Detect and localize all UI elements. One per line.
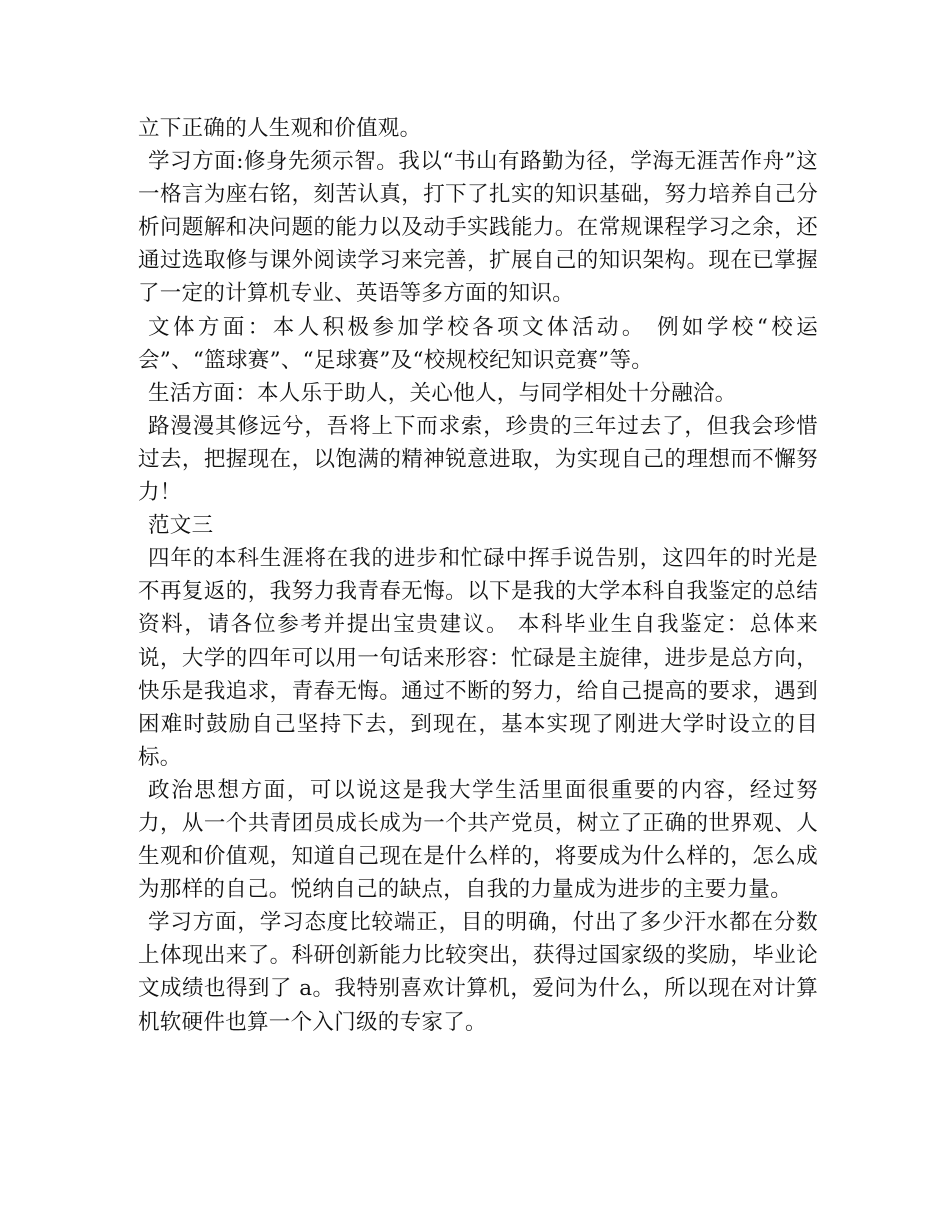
paragraph-1: 立下正确的人生观和价值观。	[138, 116, 422, 141]
paragraph-study-2: 学习方面，学习态度比较端正，目的明确，付出了多少汗水都在分数上体现出来了。科研创新能力比较突出，获得过国家级的奖励，毕业论文成绩也得到了 a。我特别喜欢计算机，爱问为什么，所以现在对计算机软硬件也算一个入门级的专家了。	[138, 910, 818, 1035]
document-page	[138, 112, 818, 1039]
section-heading-sample-three: 范文三	[148, 513, 214, 539]
paragraph-study-1: 学习方面:修身先须示智。我以“书山有路勤为径，学海无涯苦作舟”这一格言为座右铭，刻苦认真，打下了扎实的知识基础，努力培养自己分析问题解和决问题的能力以及动手实践能力。在常规课程学习之余，还通过选取修与课外阅读学习来完善，扩展自己的知识架构。现在已掌握了一定的计算机专业、英语等多方面的知识。	[138, 149, 818, 307]
paragraph-sports: 文体方面：本人积极参加学校各项文体活动。 例如学校“校运会”、“篮球赛”、“足球赛”及“校规校纪知识竞赛”等。	[138, 314, 818, 373]
paragraph-politics: 政治思想方面，可以说这是我大学生活里面很重要的内容，经过努力，从一个共青团员成长成为一个共产党员，树立了正确的世界观、人生观和价值观，知道自己现在是什么样的，将要成为什么样的，怎么成为那样的自己。悦纳自己的缺点，自我的力量成为进步的主要力量。	[138, 777, 818, 903]
paragraph-life: 生活方面：本人乐于助人，关心他人，与同学相处十分融洽。	[148, 380, 737, 406]
paragraph-intro: 四年的本科生涯将在我的进步和忙碌中挥手说告别，这四年的时光是不再复返的，我努力我青春无悔。以下是我的大学本科自我鉴定的总结资料，请各位参考并提出宝贵建议。 本科毕业生自我鉴定：总体来说，大学的四年可以用一句话来形容：忙碌是主旋律，进步是总方向，快乐是我追求，青春无悔。通过不断的努力，给自己提高的要求，遇到困难时鼓励自己坚持下去，到现在，基本实现了刚进大学时设立的目标。	[138, 546, 818, 770]
paragraph-closing: 路漫漫其修远兮，吾将上下而求索，珍贵的三年过去了，但我会珍惜过去，把握现在，以饱满的精神锐意进取，为实现自己的理想而不懈努力！	[138, 413, 818, 506]
